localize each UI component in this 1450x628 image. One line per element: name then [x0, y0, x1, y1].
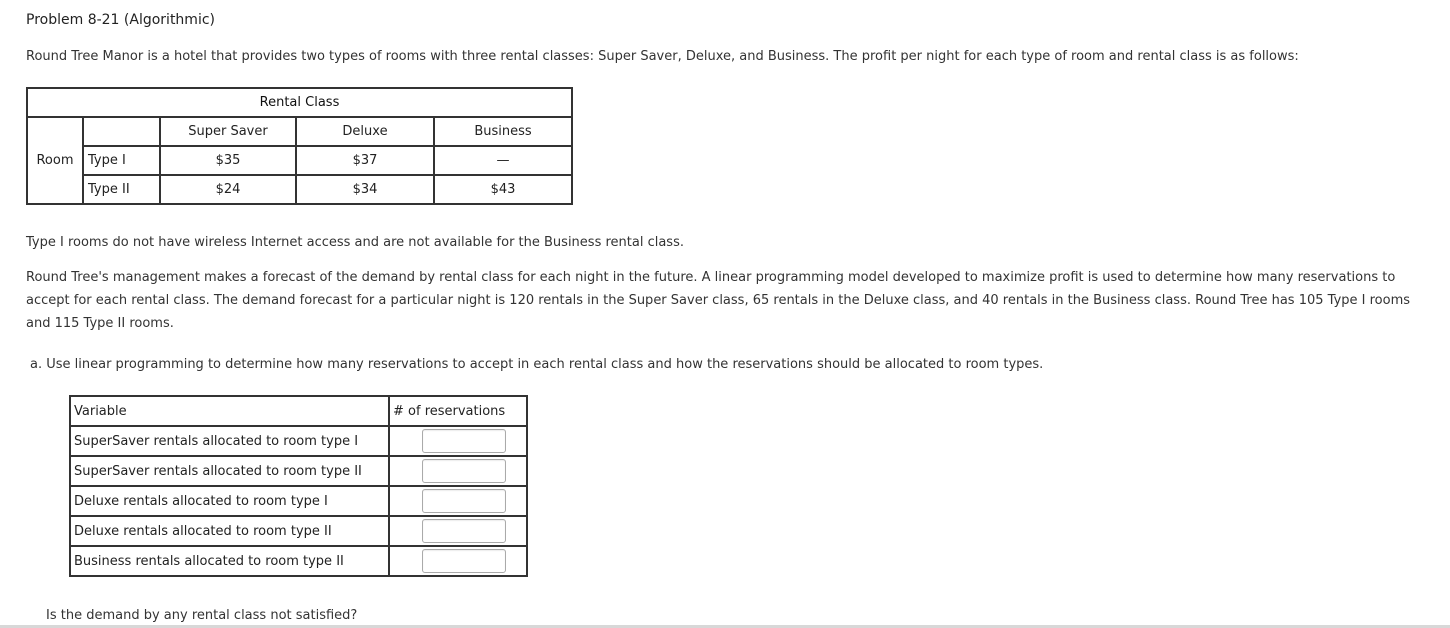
rental-class-header: Rental Class: [27, 88, 572, 117]
row-label-type-1: Type I: [83, 146, 160, 175]
variable-label: Business rentals allocated to room type II: [70, 546, 389, 576]
part-a-prompt: a. Use linear programming to determine how many reservations to accept in each rental class and how the reservations should be allocated to room types.: [30, 357, 1044, 372]
problem-title: Problem 8-21 (Algorithmic): [26, 12, 215, 28]
cell-type1-business: —: [434, 146, 572, 175]
blank-header-cell: [83, 117, 160, 146]
column-header-deluxe: Deluxe: [296, 117, 434, 146]
table-row: [70, 546, 527, 576]
reservation-input-business-type2[interactable]: [422, 549, 506, 573]
cell-type2-super-saver: $24: [160, 175, 296, 204]
forecast-paragraph: Round Tree's management makes a forecast of the demand by rental class for each night in the future. A linear programming model developed to maximize profit is used to determine how many reservations to accept for each rental class. The demand forecast for a particular night is 120 rentals in the Super Saver class, 65 rentals in the Deluxe class, and 40 rentals in the Business class. Round Tree has 105 Type I rooms and 115 Type II rooms.: [26, 270, 1411, 331]
table-row: [70, 456, 527, 486]
reservation-input-ss-type1[interactable]: [422, 429, 506, 453]
intro-paragraph: Round Tree Manor is a hotel that provides two types of rooms with three rental classes: Super Saver, Deluxe, and Business. The profit per night for each type of room and rental class is as follows:: [26, 49, 1299, 64]
profit-table: [26, 87, 573, 205]
reservation-input-deluxe-type1[interactable]: [422, 489, 506, 513]
room-label: Room: [27, 117, 83, 204]
table-row: [70, 426, 527, 456]
variable-label: Deluxe rentals allocated to room type I: [70, 486, 389, 516]
table-row: [70, 516, 527, 546]
cell-type2-business: $43: [434, 175, 572, 204]
cell-type1-deluxe: $37: [296, 146, 434, 175]
row-label-type-2: Type II: [83, 175, 160, 204]
reservations-header: # of reservations: [389, 396, 527, 426]
table-row: [70, 486, 527, 516]
variable-label: SuperSaver rentals allocated to room type I: [70, 426, 389, 456]
cell-type1-super-saver: $35: [160, 146, 296, 175]
column-header-super-saver: Super Saver: [160, 117, 296, 146]
answer-table: [69, 395, 528, 577]
reservation-input-deluxe-type2[interactable]: [422, 519, 506, 543]
column-header-business: Business: [434, 117, 572, 146]
reservation-input-ss-type2[interactable]: [422, 459, 506, 483]
cell-type2-deluxe: $34: [296, 175, 434, 204]
note-paragraph: Type I rooms do not have wireless Internet access and are not available for the Business rental class.: [26, 235, 684, 250]
variable-label: SuperSaver rentals allocated to room type II: [70, 456, 389, 486]
variable-label: Deluxe rentals allocated to room type II: [70, 516, 389, 546]
demand-question: Is the demand by any rental class not satisfied?: [46, 608, 358, 623]
variable-header: Variable: [70, 396, 389, 426]
